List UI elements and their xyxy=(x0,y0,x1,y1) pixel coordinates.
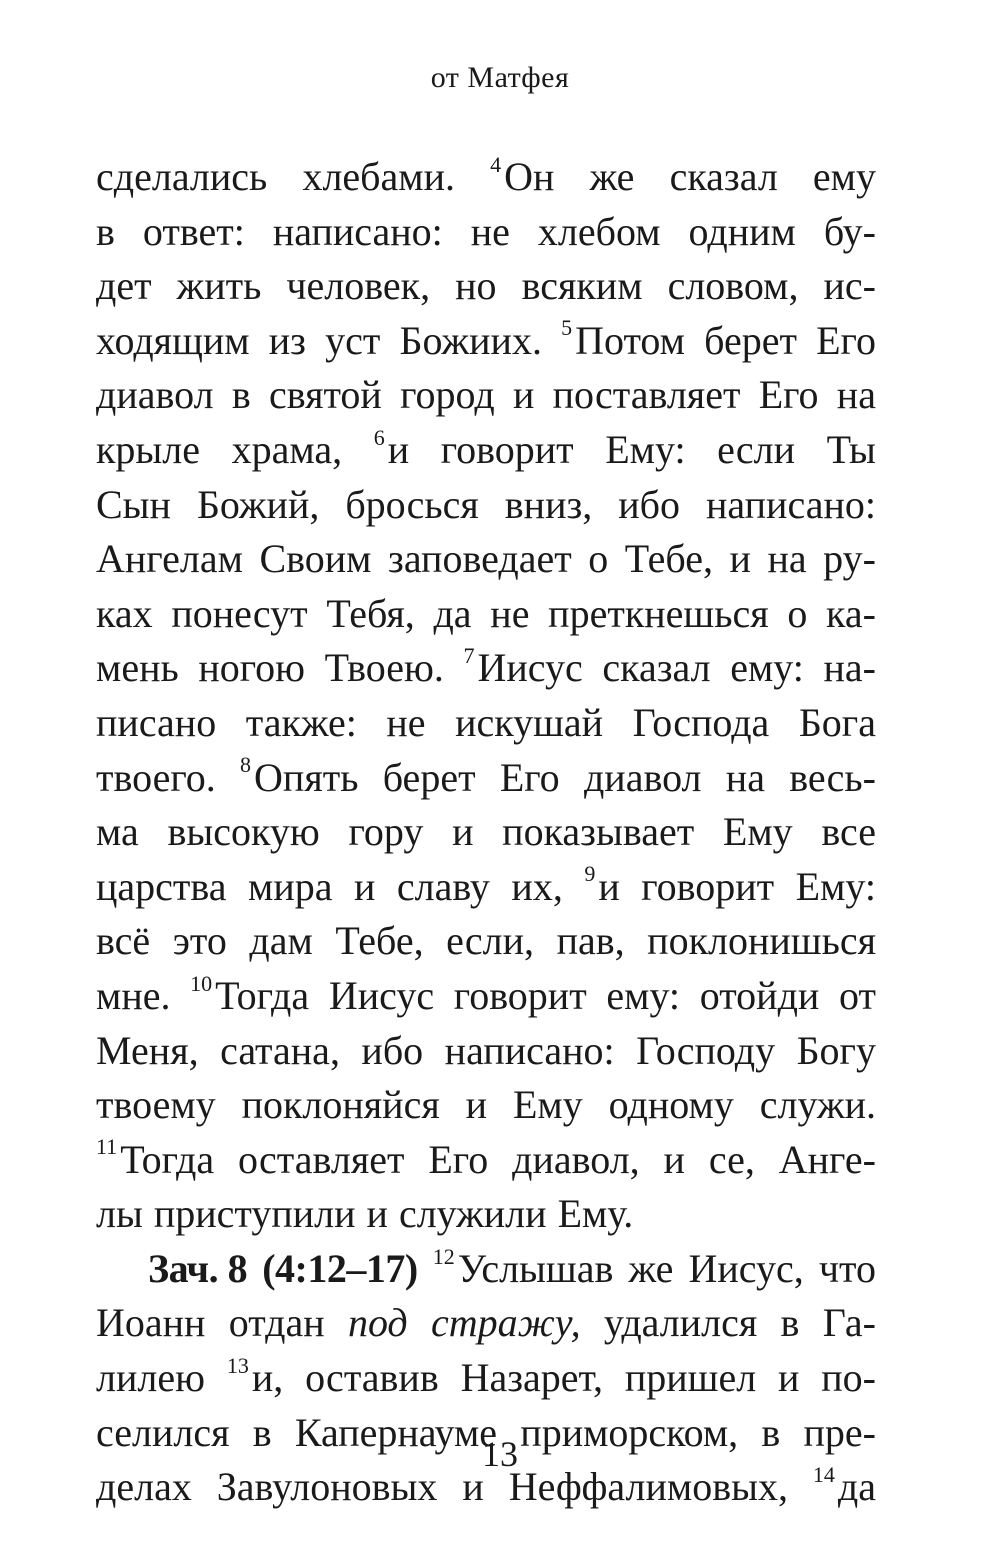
word: сказал xyxy=(602,645,711,691)
word: Ему: xyxy=(605,426,686,472)
word: ибо xyxy=(361,1027,424,1073)
word: город xyxy=(400,372,495,418)
word: ему xyxy=(812,154,876,199)
text-line xyxy=(96,205,876,260)
text-line xyxy=(96,914,876,969)
verse-word: $^8$Опять xyxy=(240,752,359,800)
text-line xyxy=(96,696,876,751)
word: написано: xyxy=(706,481,876,527)
text-line xyxy=(96,1296,876,1351)
word: о xyxy=(588,536,609,582)
verse-word: $^9$и xyxy=(584,861,620,909)
word: Его xyxy=(758,372,819,418)
word: если xyxy=(717,426,796,472)
word: Тебе, xyxy=(624,536,713,582)
word: мень xyxy=(96,645,179,691)
verse-word: $^6$и xyxy=(373,424,410,472)
verse-word: $^{12}$Услышав xyxy=(432,1243,614,1291)
word: ходящим xyxy=(96,317,250,363)
word: оставляет xyxy=(238,1136,405,1182)
word: и xyxy=(465,1082,488,1128)
word: крыле xyxy=(96,426,201,472)
running-head: от Матфея xyxy=(430,61,570,94)
word: Тогда xyxy=(120,1136,215,1182)
word: служили xyxy=(398,1191,547,1237)
word: Завулоновых xyxy=(216,1464,438,1510)
word: ках xyxy=(96,590,153,636)
word: из xyxy=(268,317,306,363)
word: и xyxy=(452,809,474,855)
word: мира xyxy=(248,863,333,909)
word: твоему xyxy=(96,1082,216,1128)
word: уст xyxy=(325,317,381,363)
word: Богу xyxy=(796,1027,876,1073)
word: ис- xyxy=(823,263,876,309)
word: ему: xyxy=(730,645,804,691)
word: и xyxy=(663,1136,685,1182)
word: Господа xyxy=(632,699,770,745)
word: в xyxy=(96,208,115,254)
word: берет xyxy=(382,754,476,800)
word: Анге- xyxy=(778,1136,876,1182)
word: жить xyxy=(176,263,262,309)
word: от xyxy=(839,972,876,1018)
word: Тебе, xyxy=(335,918,424,964)
text-line xyxy=(96,1242,876,1297)
word: и xyxy=(512,372,535,418)
word: Господу xyxy=(636,1027,776,1073)
word: Тогда xyxy=(215,972,310,1018)
word: служи. xyxy=(759,1082,876,1128)
verse-word: $^5$Потом xyxy=(561,315,685,363)
word: Божиих. xyxy=(399,317,542,363)
word: не xyxy=(490,590,530,636)
word: но xyxy=(455,263,497,309)
word: хлебом xyxy=(537,208,661,254)
word: поставляет xyxy=(552,372,741,418)
page-number: 13 xyxy=(482,1434,518,1474)
word: Его xyxy=(428,1136,489,1182)
word: преткнешься xyxy=(548,590,769,636)
word: всё xyxy=(96,918,151,964)
word: пре- xyxy=(803,1409,876,1455)
word: не xyxy=(386,699,426,745)
word: славу xyxy=(396,863,490,909)
word: оставив xyxy=(305,1355,439,1401)
text-line xyxy=(96,1133,876,1188)
word: ма xyxy=(96,809,139,855)
word: Ему. xyxy=(557,1191,634,1237)
word: Бога xyxy=(798,699,876,745)
word: о xyxy=(787,590,808,636)
italic-word: стражу, xyxy=(430,1300,581,1346)
verse-word: $^{14}$да xyxy=(812,1461,876,1510)
word: поклоняйся xyxy=(241,1082,440,1128)
word: Потом xyxy=(575,317,685,363)
word: в xyxy=(231,372,251,418)
word: отойди xyxy=(699,972,820,1018)
reading-heading: (4:12–17) xyxy=(262,1245,418,1291)
word: Своим xyxy=(259,536,372,582)
word: хлебами. xyxy=(302,154,455,199)
word: гору xyxy=(348,809,424,855)
word: твоего. xyxy=(96,754,216,800)
word: Ему: xyxy=(795,863,876,909)
word: царства xyxy=(96,863,227,909)
text-line xyxy=(96,478,876,533)
scripture-text xyxy=(96,150,876,1515)
word: высокую xyxy=(167,809,320,855)
word: ответ: xyxy=(142,208,245,254)
word: Сын xyxy=(96,481,171,527)
word: и xyxy=(729,536,751,582)
text-line xyxy=(96,969,876,1024)
verse-word: $^{13}$и, xyxy=(226,1352,284,1401)
word: и xyxy=(366,1191,388,1237)
word: дам xyxy=(249,918,313,964)
word: диавол xyxy=(96,372,214,418)
word: и, xyxy=(251,1355,284,1401)
word: сказал xyxy=(669,154,778,199)
word: святой xyxy=(268,372,382,418)
word: Услышав xyxy=(457,1245,614,1291)
word: Меня, xyxy=(96,1027,199,1073)
verse-word: $^{10}$Тогда xyxy=(190,970,310,1018)
word: ру- xyxy=(823,536,876,582)
word: всяким xyxy=(521,263,643,309)
word: все xyxy=(821,809,876,855)
word: Ангелам xyxy=(96,536,243,582)
text-line xyxy=(96,1187,876,1242)
word: на xyxy=(767,536,807,582)
word: Твоею. xyxy=(324,645,444,691)
word: также: xyxy=(245,699,357,745)
text-line xyxy=(96,259,876,314)
word: Ты xyxy=(826,426,876,472)
word: Капернауме xyxy=(294,1409,498,1455)
word: лилею xyxy=(96,1355,205,1401)
word: одним xyxy=(688,208,796,254)
word: и xyxy=(462,1464,484,1510)
word: Иисус, xyxy=(688,1245,804,1291)
text-line xyxy=(96,532,876,587)
word: пришел xyxy=(624,1355,757,1401)
word: человек, xyxy=(286,263,431,309)
word: да xyxy=(837,1464,876,1510)
word: писано xyxy=(96,699,217,745)
word: Ему xyxy=(513,1082,583,1128)
word: в xyxy=(780,1300,800,1346)
word: вниз, xyxy=(504,481,593,527)
word: на- xyxy=(823,645,876,691)
word: се, xyxy=(708,1136,755,1182)
word: написано: xyxy=(272,208,443,254)
word: бу- xyxy=(823,208,876,254)
verse-word: $^{11}$Тогда xyxy=(96,1134,215,1182)
word: говорит xyxy=(440,426,574,472)
word: Неффалимовых, xyxy=(508,1464,788,1510)
word: отдан xyxy=(228,1300,325,1346)
word: понесут xyxy=(171,590,308,636)
word: и xyxy=(778,1355,800,1401)
word: их, xyxy=(511,863,563,909)
word: это xyxy=(172,918,227,964)
word: сатана, xyxy=(220,1027,340,1073)
word: по- xyxy=(821,1355,876,1401)
word: Божий, xyxy=(196,481,320,527)
word: ногою xyxy=(198,645,306,691)
word: пав, xyxy=(556,918,625,964)
word: сделались xyxy=(96,154,268,199)
word: искушай xyxy=(455,699,604,745)
word: диавол xyxy=(583,754,702,800)
word: же xyxy=(628,1245,674,1291)
text-line xyxy=(96,1078,876,1133)
word: Назарет, xyxy=(460,1355,603,1401)
text-line xyxy=(96,641,876,696)
reading-heading: Зач. 8 xyxy=(148,1245,248,1291)
word: Иисус xyxy=(328,972,435,1018)
word: Его xyxy=(499,754,560,800)
word: Иоанн xyxy=(96,1300,206,1346)
word: приступили xyxy=(153,1191,356,1237)
text-line xyxy=(96,1024,876,1079)
word: берет xyxy=(704,317,797,363)
word: делах xyxy=(96,1464,192,1510)
text-line xyxy=(96,423,876,478)
verse-word: $^7$Иисус xyxy=(463,643,583,691)
word: Тебя, xyxy=(326,590,415,636)
word: словом, xyxy=(667,263,799,309)
word: весь- xyxy=(789,754,876,800)
word: написано: xyxy=(444,1027,615,1073)
word: дет xyxy=(96,263,152,309)
text-line xyxy=(96,860,876,915)
word: на xyxy=(836,372,876,418)
word: в xyxy=(252,1409,272,1455)
word: храма, xyxy=(231,426,343,472)
text-line xyxy=(96,587,876,642)
word: ка- xyxy=(826,590,876,636)
word: же xyxy=(589,154,635,199)
word: Ему xyxy=(722,809,793,855)
word: мне. xyxy=(96,972,171,1018)
word: и xyxy=(598,863,620,909)
word: поклонишься xyxy=(647,918,876,964)
word: говорит xyxy=(453,972,587,1018)
italic-word: под xyxy=(347,1300,408,1346)
word: да xyxy=(433,590,472,636)
word: заповедает xyxy=(388,536,572,582)
verse-word: $^4$Он xyxy=(490,151,555,199)
word: Он xyxy=(504,154,555,199)
word: не xyxy=(470,208,510,254)
text-line xyxy=(96,314,876,369)
word: Га- xyxy=(822,1300,876,1346)
word: и xyxy=(354,863,376,909)
word: показывает xyxy=(502,809,695,855)
word: если, xyxy=(446,918,535,964)
word: на xyxy=(725,754,765,800)
word: Опять xyxy=(254,754,359,800)
word: ему: xyxy=(606,972,681,1018)
word: говорит xyxy=(641,863,775,909)
word: Иисус xyxy=(477,645,583,691)
word: диавол, xyxy=(512,1136,640,1182)
word: что xyxy=(818,1245,876,1291)
text-line xyxy=(96,805,876,860)
word: ибо xyxy=(618,481,681,527)
word: в xyxy=(761,1409,781,1455)
word: одному xyxy=(608,1082,734,1128)
word: бросься xyxy=(345,481,479,527)
word: Его xyxy=(816,317,876,363)
text-line xyxy=(96,1351,876,1406)
text-line xyxy=(96,751,876,806)
word: лы xyxy=(96,1191,143,1237)
word: удалился xyxy=(603,1300,758,1346)
text-line xyxy=(96,150,876,205)
word: селился xyxy=(96,1409,230,1455)
text-line xyxy=(96,368,876,423)
word: приморском, xyxy=(520,1409,739,1455)
word: и xyxy=(387,426,410,472)
